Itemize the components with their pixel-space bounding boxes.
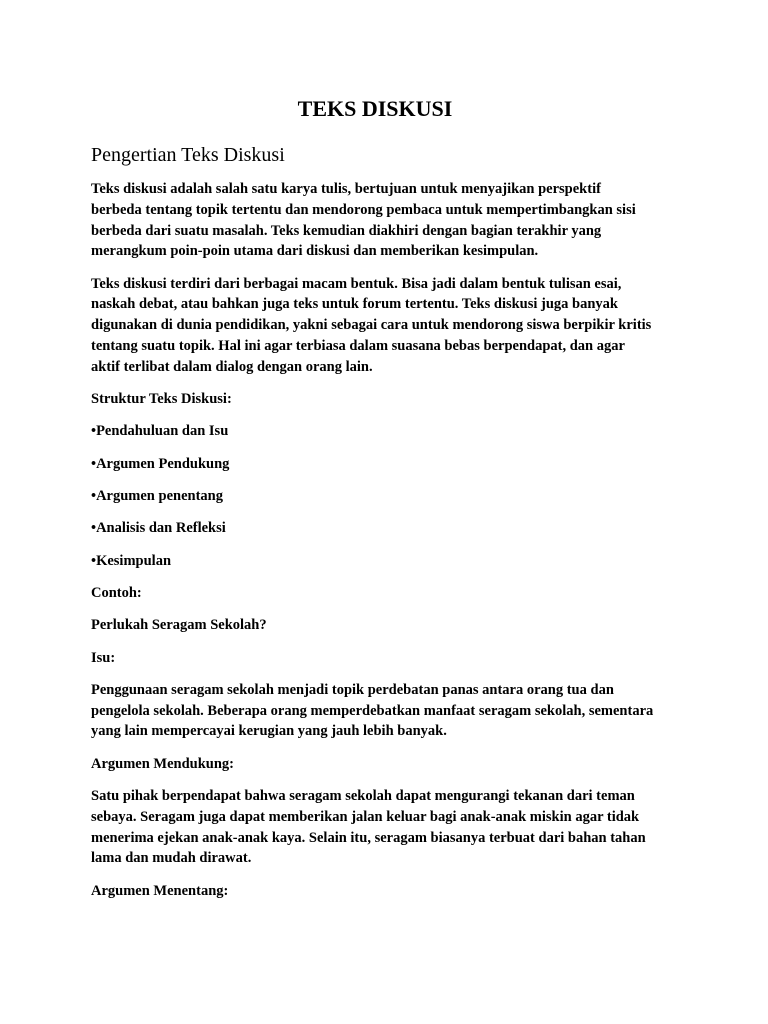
paragraph xyxy=(91,486,691,507)
text-line: menerima ejekan anak-anak kaya. Selain itu, seragam biasanya terbuat dari bahan tahan xyxy=(91,829,646,846)
text-line: aktif terlibat dalam dialog dengan orang lain. xyxy=(91,358,373,375)
text-line: •Pendahuluan dan Isu xyxy=(91,423,229,440)
paragraph xyxy=(91,680,691,742)
text-line: •Argumen penentang xyxy=(91,488,223,505)
paragraph xyxy=(91,454,691,475)
text-line: Argumen Menentang: xyxy=(91,882,229,899)
paragraph xyxy=(91,881,691,902)
text-line: sebaya. Seragam juga dapat memberikan jalan keluar bagi anak-anak miskin agar tidak xyxy=(91,808,640,825)
paragraph xyxy=(91,551,691,572)
text-line: •Argumen Pendukung xyxy=(91,455,230,472)
paragraph xyxy=(91,274,691,378)
text-line: Penggunaan seragam sekolah menjadi topik perdebatan panas antara orang tua dan xyxy=(91,681,614,698)
text-line: yang lain mempercayai kerugian yang jauh lebih banyak. xyxy=(91,723,447,740)
text-line: •Kesimpulan xyxy=(91,552,172,569)
paragraph xyxy=(91,518,691,539)
paragraph xyxy=(91,421,691,442)
paragraph xyxy=(91,786,691,869)
text-line: Satu pihak berpendapat bahwa seragam sekolah dapat mengurangi tekanan dari teman xyxy=(91,788,635,805)
paragraph xyxy=(91,583,691,604)
text-line: •Analisis dan Refleksi xyxy=(91,520,226,537)
text-line: Teks diskusi adalah salah satu karya tulis, bertujuan untuk menyajikan perspektif xyxy=(91,181,601,197)
paragraph xyxy=(91,648,691,669)
text-line: Struktur Teks Diskusi: xyxy=(91,391,232,408)
text-line: Argumen Mendukung: xyxy=(91,755,235,772)
text-line: Contoh: xyxy=(91,584,142,601)
text-line: naskah debat, atau bahkan juga teks untuk forum tertentu. Teks diskusi juga banyak xyxy=(91,296,618,313)
text-line: digunakan di dunia pendidikan, yakni sebagai cara untuk mendorong siswa berpikir kritis xyxy=(91,317,652,334)
text-line: berbeda tentang topik tertentu dan mendorong pembaca untuk mempertimbangkan sisi xyxy=(91,201,636,218)
text-line: merangkum poin-poin utama dari diskusi dan memberikan kesimpulan. xyxy=(91,243,539,260)
text-line: berbeda dari suatu masalah. Teks kemudian diakhiri dengan bagian terakhir yang xyxy=(91,222,602,239)
document-body xyxy=(91,179,691,913)
paragraph xyxy=(91,389,691,410)
text-line: Isu: xyxy=(91,649,116,666)
text-line: Teks diskusi terdiri dari berbagai macam bentuk. Bisa jadi dalam bentuk tulisan esai, xyxy=(91,275,622,292)
text-line: Perlukah Seragam Sekolah? xyxy=(91,617,267,634)
section-heading: Pengertian Teks Diskusi xyxy=(91,144,285,166)
paragraph xyxy=(91,754,691,775)
document-title: TEKS DISKUSI xyxy=(297,96,453,121)
paragraph xyxy=(91,615,691,636)
text-line: pengelola sekolah. Beberapa orang memperdebatkan manfaat seragam sekolah, sementara xyxy=(91,702,654,719)
text-line: lama dan mudah dirawat. xyxy=(91,850,252,867)
text-line: tentang suatu topik. Hal ini agar terbiasa dalam suasana bebas berpendapat, dan agar xyxy=(91,338,625,355)
paragraph xyxy=(91,179,691,262)
